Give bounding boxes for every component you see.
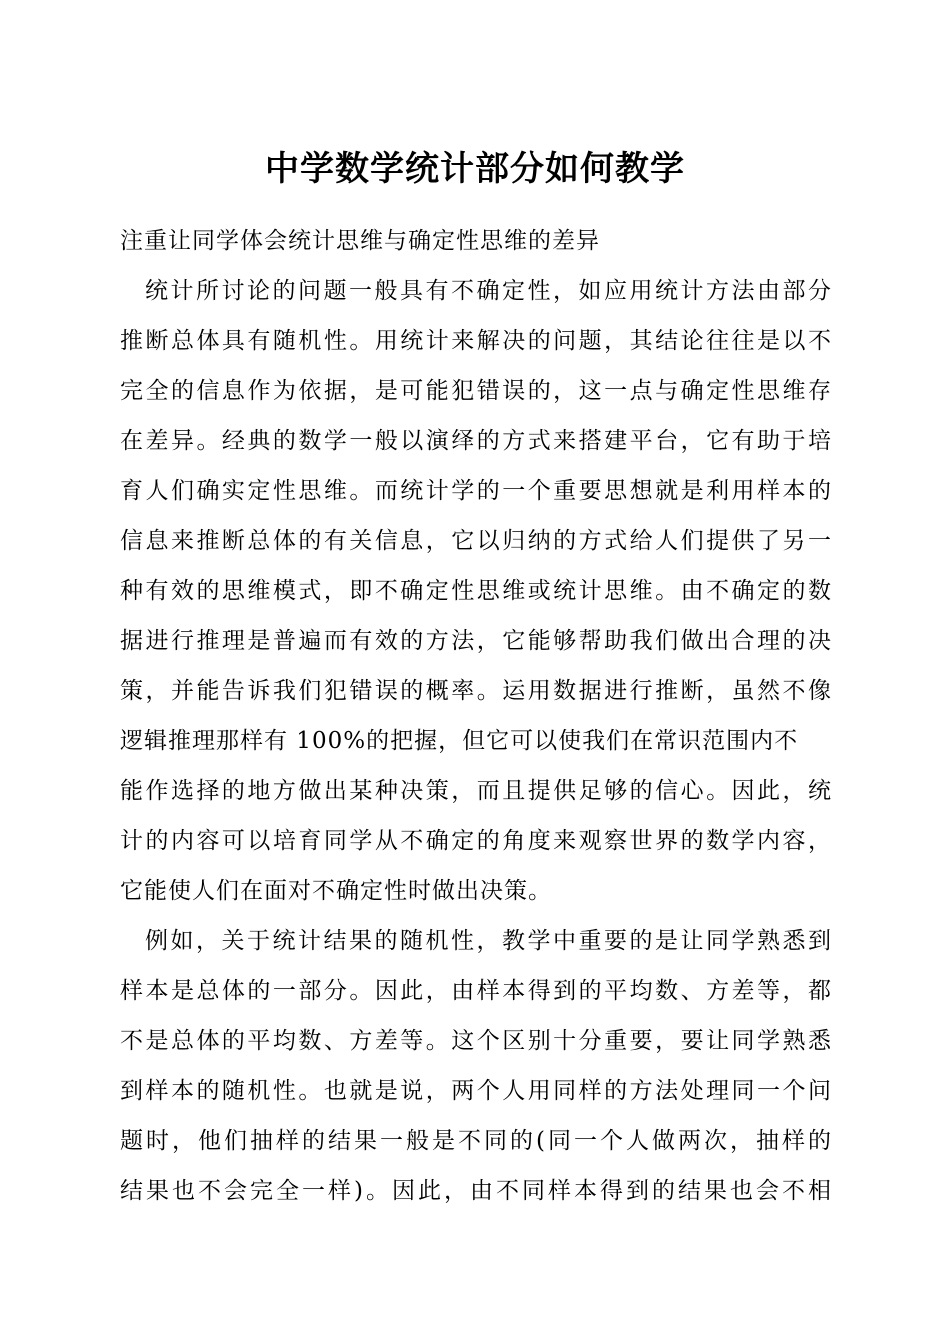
- paragraph-line: 样本是总体的一部分。因此，由样本得到的平均数、方差等，都: [120, 978, 832, 1004]
- paragraph-line: 完全的信息作为依据，是可能犯错误的，这一点与确定性思维存: [120, 378, 832, 404]
- paragraph-line: 据进行推理是普遍而有效的方法，它能够帮助我们做出合理的决: [120, 628, 832, 654]
- paragraph-line: 信息来推断总体的有关信息，它以归纳的方式给人们提供了另一: [120, 528, 832, 554]
- paragraph-line: 到样本的随机性。也就是说，两个人用同样的方法处理同一个问: [120, 1078, 832, 1104]
- document-title: 中学数学统计部分如何教学: [265, 149, 685, 189]
- paragraph-line: 能作选择的地方做出某种决策，而且提供足够的信心。因此，统: [120, 778, 832, 804]
- paragraph-1: [120, 266, 832, 916]
- section-heading: 注重让同学体会统计思维与确定性思维的差异: [120, 228, 600, 254]
- paragraph-line: 育人们确实定性思维。而统计学的一个重要思想就是利用样本的: [120, 478, 832, 504]
- paragraph-line: 题时，他们抽样的结果一般是不同的(同一个人做两次，抽样的: [120, 1128, 832, 1154]
- paragraph-2: [120, 916, 832, 1216]
- paragraph-line: 例如，关于统计结果的随机性，教学中重要的是让同学熟悉到: [145, 928, 832, 954]
- paragraph-line: 在差异。经典的数学一般以演绎的方式来搭建平台，它有助于培: [120, 428, 832, 454]
- paragraph-line: 策，并能告诉我们犯错误的概率。运用数据进行推断，虽然不像: [120, 678, 832, 704]
- paragraph-line: 逻辑推理那样有 100%的把握，但它可以使我们在常识范围内不: [120, 728, 799, 754]
- paragraph-line: 结果也不会完全一样)。因此，由不同样本得到的结果也会不相: [120, 1178, 832, 1204]
- paragraph-line: 计的内容可以培育同学从不确定的角度来观察世界的数学内容，: [120, 828, 832, 854]
- paragraph-line: 推断总体具有随机性。用统计来解决的问题，其结论往往是以不: [120, 328, 832, 354]
- paragraph-line: 不是总体的平均数、方差等。这个区别十分重要，要让同学熟悉: [120, 1028, 832, 1054]
- paragraph-line: 统计所讨论的问题一般具有不确定性，如应用统计方法由部分: [145, 278, 832, 304]
- paragraph-line: 它能使人们在面对不确定性时做出决策。: [120, 878, 552, 904]
- paragraph-line: 种有效的思维模式，即不确定性思维或统计思维。由不确定的数: [120, 578, 832, 604]
